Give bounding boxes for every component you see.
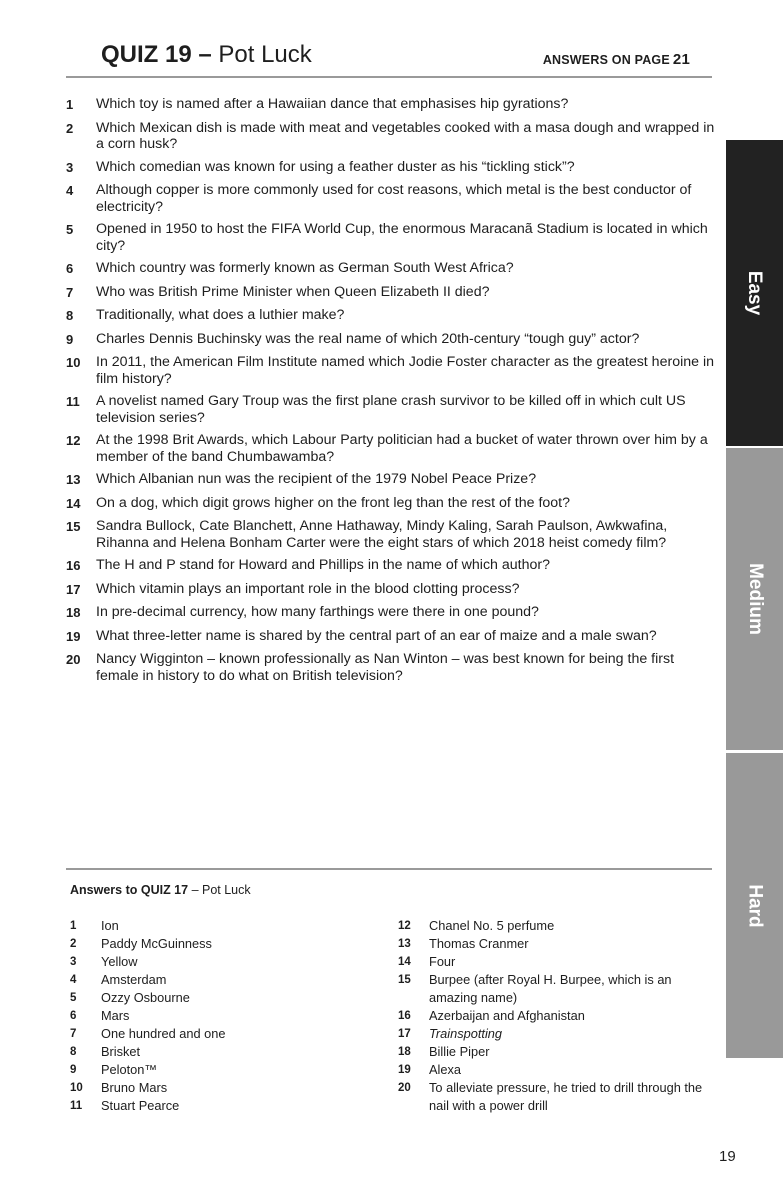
- answer-text: Peloton™: [101, 1062, 158, 1077]
- question-number: 8: [66, 308, 74, 323]
- question-text: Which Albanian nun was the recipient of the 1979 Nobel Peace Prize?: [96, 471, 537, 487]
- answer-text: Billie Piper: [429, 1044, 490, 1059]
- question-text: Which Mexican dish is made with meat and vegetables cooked with a masa dough and wrapped in a corn husk?: [96, 119, 715, 152]
- answer-number: 2: [70, 938, 77, 950]
- answer-number: 1: [70, 920, 77, 932]
- answer-item: [398, 971, 708, 1007]
- answer-number: 16: [398, 1010, 411, 1022]
- answer-number: 5: [70, 992, 77, 1004]
- question-item: [66, 604, 716, 622]
- question-text: On a dog, which digit grows higher on the front leg than the rest of the foot?: [96, 494, 570, 511]
- question-item: [66, 221, 716, 254]
- question-item: [66, 581, 716, 599]
- page-header: [66, 38, 712, 78]
- answers-heading-separator: –: [188, 883, 202, 897]
- question-number: 5: [66, 222, 74, 237]
- question-item: [66, 518, 716, 551]
- title-separator: –: [191, 41, 219, 68]
- question-item: [66, 495, 716, 513]
- tab-hard: [726, 753, 783, 1058]
- question-number: 16: [66, 558, 81, 573]
- answer-text: Ozzy Osbourne: [101, 990, 190, 1005]
- question-item: [66, 284, 716, 302]
- question-number: 19: [66, 628, 81, 644]
- question-text: Which comedian was known for using a feather duster as his “tickling stick”?: [96, 158, 575, 175]
- answer-item: [70, 989, 370, 1007]
- answer-number: 19: [398, 1064, 411, 1076]
- answer-text: Four: [429, 954, 456, 969]
- answer-item: [70, 1025, 370, 1043]
- question-number: 2: [66, 120, 74, 136]
- question-number: 10: [66, 355, 81, 370]
- answer-number: 11: [70, 1100, 83, 1112]
- answer-item: [398, 935, 708, 953]
- tab-easy-label: Easy: [744, 270, 766, 316]
- answer-number: 6: [70, 1010, 77, 1022]
- question-text: Opened in 1950 to host the FIFA World Cup, the enormous Maracanã Stadium is located in which city?: [96, 221, 708, 254]
- answer-number: 20: [398, 1082, 411, 1094]
- answer-item: [70, 1043, 370, 1061]
- quiz-number: QUIZ 19: [101, 41, 192, 68]
- answer-number: 4: [70, 974, 77, 986]
- question-item: [66, 432, 716, 465]
- answer-number: 14: [398, 956, 411, 968]
- question-text: Although copper is more commonly used for cost reasons, which metal is the best conductor of electricity?: [96, 182, 692, 215]
- tab-medium: [726, 448, 783, 750]
- question-text: Charles Dennis Buchinsky was the real name of which 20th-century “tough guy” actor?: [96, 330, 640, 347]
- answer-text: Thomas Cranmer: [429, 936, 529, 951]
- question-number: 4: [66, 183, 74, 198]
- answer-number: 3: [70, 956, 77, 968]
- answer-item: [398, 1025, 708, 1043]
- question-item: [66, 354, 716, 387]
- question-number: 1: [66, 97, 74, 112]
- question-item: [66, 159, 716, 177]
- question-number: 18: [66, 605, 81, 620]
- question-number: 12: [66, 433, 81, 448]
- answer-text: Yellow: [101, 954, 138, 969]
- answer-text: Azerbaijan and Afghanistan: [429, 1008, 585, 1023]
- question-text: A novelist named Gary Troup was the first plane crash survivor to be killed off in which cult US television series?: [96, 393, 686, 426]
- tab-easy: [726, 140, 783, 446]
- question-list: [66, 96, 716, 690]
- answer-item: [70, 1061, 370, 1079]
- question-text: Which country was formerly known as German South West Africa?: [96, 260, 514, 276]
- question-number: 13: [66, 472, 81, 487]
- answer-number: 12: [398, 920, 411, 932]
- answer-number: 7: [70, 1028, 77, 1040]
- answer-item: [70, 1097, 370, 1115]
- answer-item: [398, 917, 708, 935]
- question-item: [66, 651, 716, 684]
- answer-number: 17: [398, 1028, 411, 1040]
- answers-ref-label: ANSWERS ON PAGE: [542, 53, 670, 67]
- answer-item: [398, 953, 708, 971]
- answer-item: [398, 1079, 708, 1115]
- question-item: [66, 331, 716, 349]
- question-number: 9: [66, 331, 74, 347]
- answer-item: [70, 917, 370, 935]
- answer-text: To alleviate pressure, he tried to drill through the nail with a power drill: [429, 1080, 703, 1113]
- answer-text: Stuart Pearce: [101, 1098, 180, 1113]
- question-number: 11: [66, 394, 80, 409]
- question-text: In pre-decimal currency, how many farthings were there in one pound?: [96, 604, 539, 620]
- tab-medium-label: Medium: [744, 563, 766, 635]
- quiz-topic: Pot Luck: [218, 41, 312, 68]
- question-item: [66, 260, 716, 278]
- question-item: [66, 307, 716, 325]
- question-item: [66, 120, 716, 153]
- tab-hard-label: Hard: [744, 883, 766, 928]
- quiz-title: [101, 41, 312, 69]
- answers-heading-topic: Pot Luck: [202, 883, 251, 897]
- question-text: At the 1998 Brit Awards, which Labour Party politician had a bucket of water thrown over him by a member of the band Chumbawamba?: [96, 432, 708, 465]
- answer-item: [398, 1007, 708, 1025]
- answer-text: Ion: [101, 918, 119, 933]
- question-text: What three-letter name is shared by the central part of an ear of maize and a male swan?: [96, 627, 657, 644]
- answers-column-left: [70, 917, 370, 1115]
- question-item: [66, 628, 716, 646]
- answer-text: Paddy McGuinness: [101, 936, 212, 951]
- question-number: 3: [66, 159, 74, 175]
- question-text: Nancy Wigginton – known professionally as Nan Winton – was best known for being the first female in history to do what on British television?: [96, 651, 675, 684]
- question-text: The H and P stand for Howard and Phillips in the name of which author?: [96, 557, 550, 573]
- answer-number: 15: [398, 974, 411, 986]
- answer-item: [70, 935, 370, 953]
- answers-reference: [543, 51, 690, 68]
- section-divider: [66, 868, 712, 870]
- answer-text: Alexa: [429, 1062, 462, 1077]
- answer-text: Brisket: [101, 1044, 141, 1059]
- question-number: 6: [66, 261, 74, 276]
- answers-heading: [70, 883, 251, 897]
- answer-item: [70, 971, 370, 989]
- answer-text: Amsterdam: [101, 972, 167, 987]
- answer-text: Mars: [101, 1008, 130, 1023]
- answer-item: [70, 1079, 370, 1097]
- answers-heading-quiz: Answers to QUIZ 17: [70, 883, 189, 897]
- page-number: 19: [719, 1148, 736, 1165]
- answer-number: 13: [398, 938, 411, 950]
- question-item: [66, 182, 716, 215]
- question-text: Which vitamin plays an important role in the blood clotting process?: [96, 580, 520, 597]
- answer-number: 18: [398, 1046, 411, 1058]
- question-number: 14: [66, 495, 81, 511]
- question-number: 17: [66, 581, 81, 597]
- question-number: 20: [66, 652, 81, 667]
- question-text: In 2011, the American Film Institute named which Jodie Foster character as the greatest heroine in film history?: [96, 354, 714, 387]
- answer-number: 9: [70, 1064, 77, 1076]
- answer-item: [70, 953, 370, 971]
- answers-ref-page: 21: [672, 51, 690, 68]
- answers-column-right: [398, 917, 708, 1115]
- question-number: 15: [66, 519, 81, 534]
- answer-item: [70, 1007, 370, 1025]
- question-item: [66, 471, 716, 489]
- question-item: [66, 96, 716, 114]
- answer-text: Trainspotting: [429, 1026, 503, 1041]
- answer-number: 8: [70, 1046, 77, 1058]
- answer-text: Chanel No. 5 perfume: [429, 918, 555, 933]
- question-text: Which toy is named after a Hawaiian dance that emphasises hip gyrations?: [96, 96, 569, 112]
- question-item: [66, 557, 716, 575]
- question-text: Sandra Bullock, Cate Blanchett, Anne Hathaway, Mindy Kaling, Sarah Paulson, Awkwafina, Rihanna and Helena Bonham Carter were the eight stars of which 2018 heist comedy film?: [96, 518, 668, 551]
- question-item: [66, 393, 716, 426]
- answer-item: [398, 1061, 708, 1079]
- answer-number: 10: [70, 1082, 83, 1094]
- question-text: Who was British Prime Minister when Queen Elizabeth II died?: [96, 283, 490, 300]
- answer-text: One hundred and one: [101, 1026, 226, 1041]
- question-number: 7: [66, 284, 74, 300]
- answer-text: Bruno Mars: [101, 1080, 168, 1095]
- answer-text: Burpee (after Royal H. Burpee, which is an amazing name): [429, 972, 672, 1005]
- question-text: Traditionally, what does a luthier make?: [96, 307, 345, 323]
- answer-item: [398, 1043, 708, 1061]
